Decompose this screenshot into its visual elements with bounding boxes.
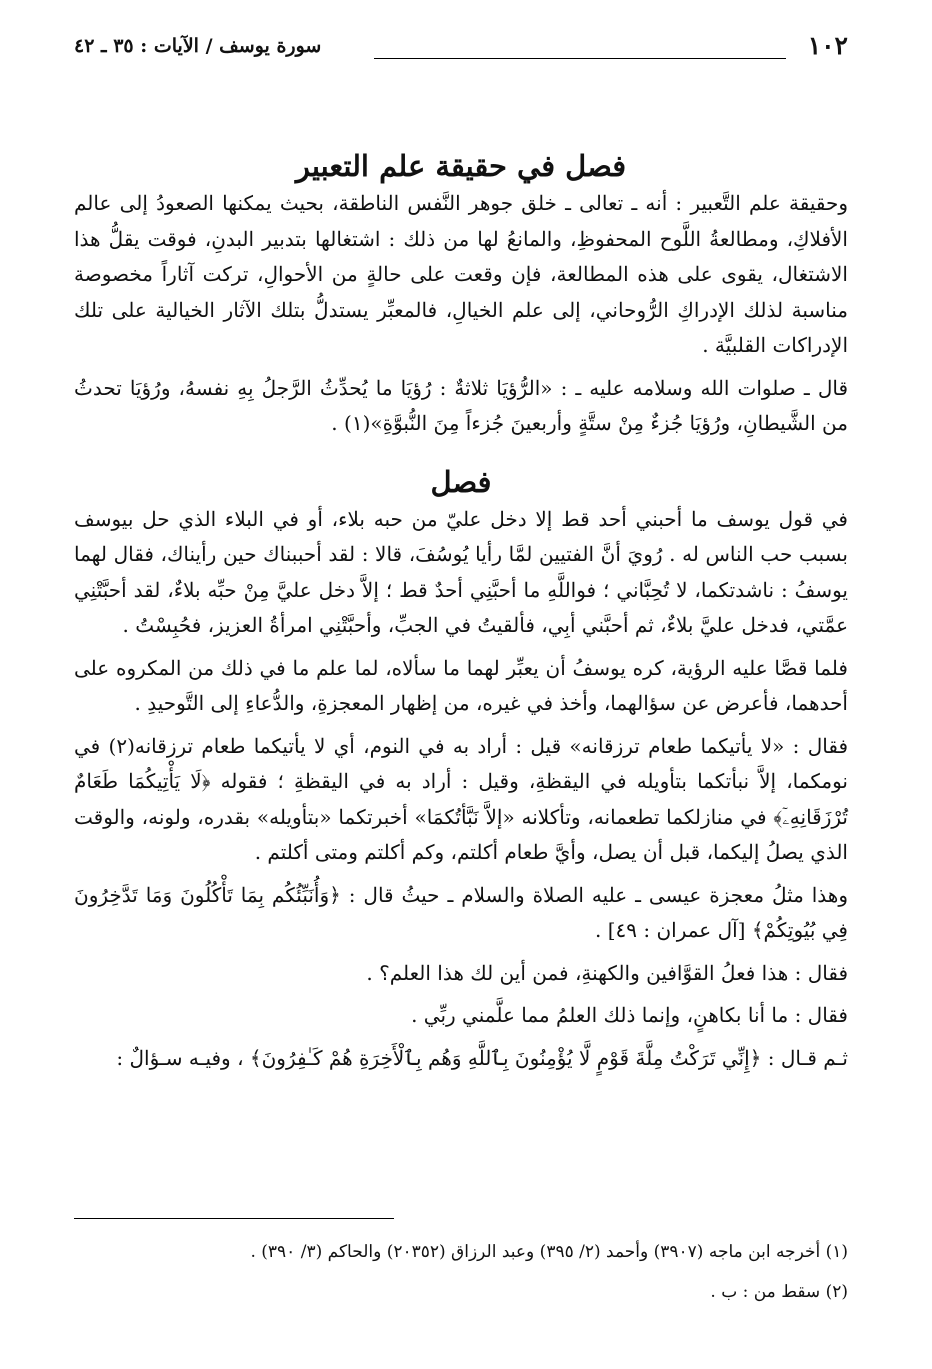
section-title-dream-interpretation: فصل في حقيقة علم التعبير: [295, 149, 627, 183]
page-number: ١٠٢: [807, 31, 848, 60]
book-page: [74, 30, 848, 1302]
page-header: [74, 30, 848, 64]
paragraph-isa-miracle: وهذا مثلُ معجزة عيسى ـ عليه الصلاة والسلام ـ حيثُ قال : ﴿وَأُنَبِّئُكُم بِمَا تَأْكُلُونَ وَمَا تَدَّخِرُونَ فِي بُيُوتِكُمْ﴾ [آل عمران : ٤٩] .: [74, 882, 848, 942]
paragraph-yusuf-love: في قول يوسف ما أحبني أحد قط إلا دخل عليّ من حبه بلاء، أو في البلاء الذي حل بيوسف بسبب حب الناس له . رُويَ أنَّ الفتيين لمَّا رأيا يُوسُفَ، قالا : لقد أحببناك حين رأيناك، فقال لهما يوسفُ : ناشدتكما، لا تُحِبَّاني ؛ فواللَّهِ ما أحبَّنِي أحدٌ قط ؛ إلاَّ دخل عليَّ مِنْ حبِّه بلاءٌ، لقد أحبَّتْنِي عمَّتي، فدخل عليَّ بلاءٌ، ثم أحبَّني أبِي، فألقيتُ في الجبِّ، وأحبَّتْنِي امرأةُ العزيز، فحُبِسْتُ .: [74, 506, 848, 637]
paragraph-dream-told: فلما قصَّا عليه الرؤية، كره يوسفُ أن يعبِّر لهما ما سألاه، لما علم ما في ذلك من المكروه على أحدهما، فأعرض عن سؤالهما، وأخذ في غيره، من إظهار المعجزةِ، والدُّعاءِ إلى التَّوحيدِ .: [74, 655, 848, 715]
footnote-separator: [74, 1218, 394, 1219]
paragraph-verse-millah: ثـم قـال : ﴿إِنِّي تَرَكْتُ مِلَّةَ قَوْمٍ لَّا يُؤْمِنُونَ بِٱللَّهِ وَهُم بِٱلْأَخِرَةِ هُمْ كَـٰفِرُونَ﴾ ، وفيـه سـؤالٌ :: [116, 1045, 848, 1070]
paragraph-food-verse: فقال : «لا يأتيكما طعام ترزقانه» قيل : أراد به في النوم، أي لا يأتيكما طعام ترزقانه(٢) في نومكما، إلاَّ نبأتكما بتأويله في اليقظةِ، وقيل : أراد به في اليقظةِ ؛ فقوله ﴿لَا يَأْتِيكُمَا طَعَامٌ تُرْزَقَانِهِۦٓ﴾ في منازلكما تطعمانه، وتأكلانه «إلاَّ نَبَّأتُكمَا» أخبرتكما «بتأويله» بقدره، ولونه، والوقت الذي يصلُ إليكما، قبل أن يصل، وأيَّ طعام أكلتم، وكم أكلتم ومتى أكلتم .: [74, 733, 848, 864]
footnotes: [74, 1232, 848, 1312]
paragraph-definition: وحقيقة علم التَّعبير : أنه ـ تعالى ـ خلق جوهر النَّفس الناطقة، بحيث يمكنها الصعودُ إلى عالم الأفلاكِ، ومطالعةُ اللَّوح المحفوظِ، والمانعُ لها من ذلك : اشتغالها بتدبير البدنِ، فوقت يقلُّ هذا الاشتغال، يقوى على هذه المطالعة، فإن وقعت على حالةٍ من الأحوالِ، تركت آثاراً مخصوصة مناسبة لذلك الإدراكِ الرُّوحاني، إلى علم الخيالِ، فالمعبِّر يستدلُّ بتلك الآثار الخيالية على تلك الإدراكات القلبيَّة .: [74, 191, 848, 357]
footnote-1: (١) أخرجه ابن ماجه (٣٩٠٧) وأحمد (٢/ ٣٩٥) وعبد الرزاق (٢٠٣٥٢) والحاكم (٣/ ٣٩٠) .: [250, 1242, 848, 1262]
header-rule: [374, 58, 786, 59]
footnote-2: (٢) سقط من : ب .: [710, 1282, 848, 1302]
paragraph-question: فقال : هذا فعلُ القوَّافين والكهنةِ، فمن أين لك هذا العلم؟ .: [366, 960, 848, 985]
running-title: سورة يوسف / الآيات : ٣٥ ـ ٤٢: [74, 35, 322, 57]
section-title-chapter: فصل: [430, 464, 492, 499]
paragraph-answer: فقال : ما أنا بكاهنٍ، وإنما ذلك العلمُ مما علَّمني ربِّي .: [411, 1003, 848, 1027]
paragraph-hadith: قال ـ صلوات الله وسلامه عليه ـ : «الرُّؤيَا ثلاثةٌ : رُؤيَا ما يُحدِّثُ الرَّجلُ بِهِ نفسهُ، ورُؤيَا تحدثُ من الشَّيطانِ، ورُؤيَا جُزءٌ مِنْ ستَّةٍ وأربعينَ جُزءاً مِنَ النُّبوَّةِ»(١) .: [74, 375, 848, 435]
